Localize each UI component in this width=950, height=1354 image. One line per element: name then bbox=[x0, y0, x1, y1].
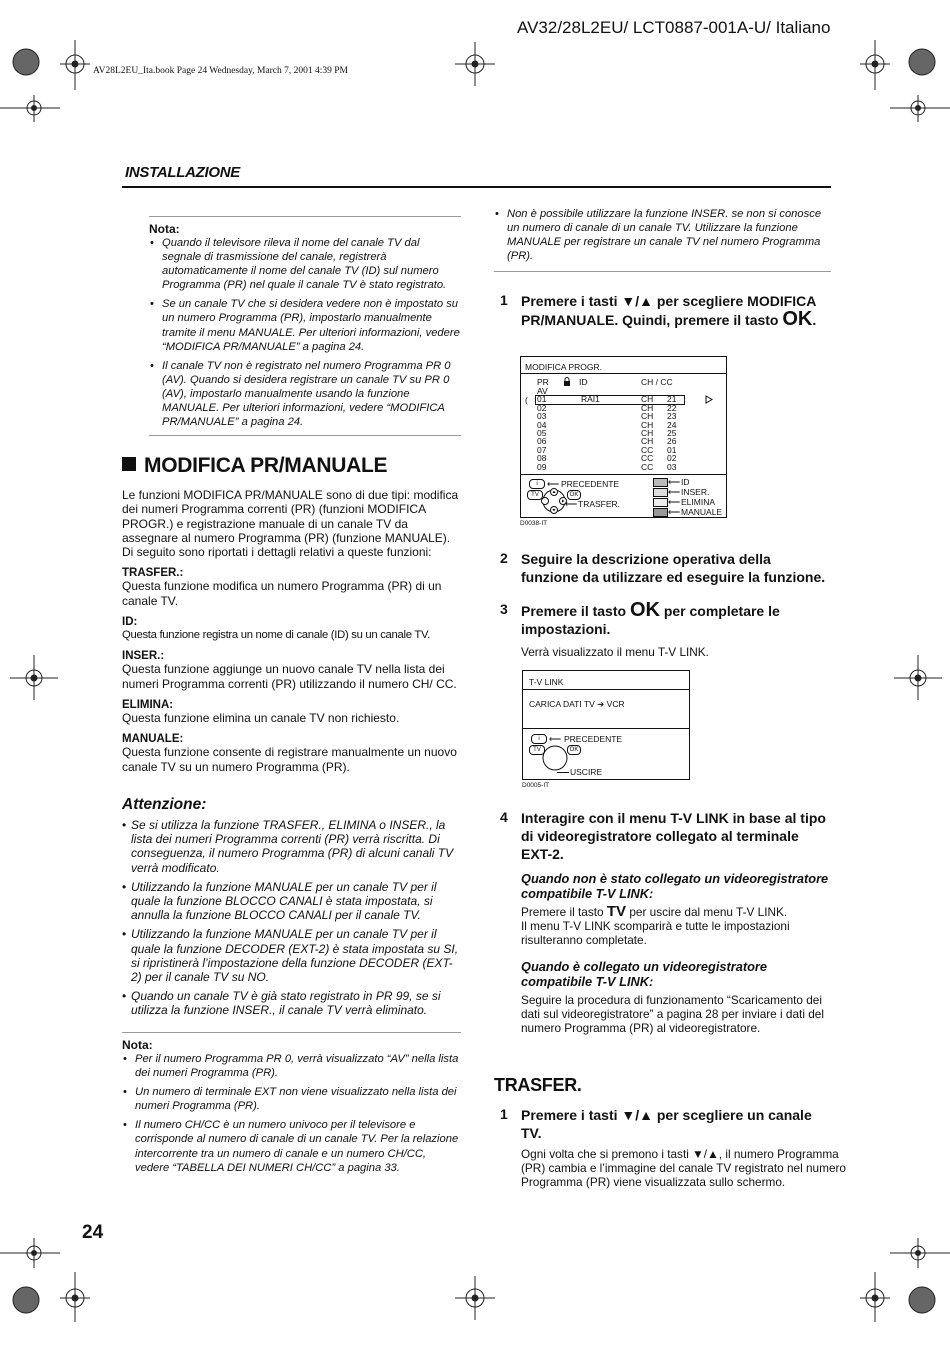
channel-cell-num: 23 bbox=[667, 411, 677, 422]
step-3 bbox=[494, 601, 831, 641]
figure-code: D0005-IT bbox=[522, 782, 550, 789]
case-title: Quando è collegato un videoregistratore compatibile T-V LINK: bbox=[521, 959, 768, 989]
screen-uscire: USCIRE bbox=[570, 767, 603, 777]
tv-screen-modifica-progr bbox=[520, 356, 727, 518]
attention-item: • Utilizzando la funzione MANUALE per un canale TV per il quale la funzione BLOCCO CANALI è stata impostata, si annulla la funzione BLOCCO CANALI per il canale TV. bbox=[122, 880, 461, 923]
channel-cell-ch: CH bbox=[641, 428, 654, 438]
step-number: 3 bbox=[500, 601, 508, 617]
term-id: ID: bbox=[122, 616, 138, 629]
right-arrow-icon bbox=[705, 395, 713, 404]
intro-block bbox=[122, 488, 461, 774]
channel-cell-pr: 06 bbox=[537, 436, 547, 447]
header-rule bbox=[122, 186, 831, 188]
step-3-sub: Verrà visualizzato il menu T-V LINK. bbox=[521, 645, 709, 659]
channel-cell-num: 21 bbox=[667, 394, 677, 405]
step-text: per completare le impostazioni. bbox=[521, 603, 780, 637]
col-header-id: ID bbox=[579, 377, 588, 387]
ok-button-icon: OK bbox=[567, 745, 581, 755]
note-item: • Per il numero Programma PR 0, verrà visualizzato “AV” nella lista dei numeri Programma (PR). bbox=[122, 1052, 461, 1080]
page-number: 24 bbox=[82, 1222, 104, 1243]
arrow-left-icon: ⟵ bbox=[565, 499, 578, 509]
left-bracket-icon: ( bbox=[525, 395, 528, 405]
channel-cell-pr: 01 bbox=[537, 394, 547, 405]
arrow-left-icon: ⟵ bbox=[547, 479, 560, 489]
screen-title: MODIFICA PROGR. bbox=[525, 362, 602, 372]
term-desc: Questa funzione registra un nome di canale (ID) su un canale TV. bbox=[122, 629, 430, 642]
col-header-pr: PR bbox=[537, 377, 549, 387]
selected-row-cursor bbox=[535, 395, 685, 405]
channel-cell-num: 25 bbox=[667, 428, 677, 438]
note-item: • Il numero CH/CC è un numero univoco per il televisore e corrisponde al numero di canale di un canale TV. Per la relazione intercorrente tra un numero di canale e un numero CH/CC, vedere “TABELLA DEI NUMERI CH/CC” a pagina 33. bbox=[122, 1118, 461, 1174]
screen-precedente: PRECEDENTE bbox=[564, 734, 623, 744]
channel-cell-num: 26 bbox=[667, 436, 677, 447]
note-item: • Quando il televisore rileva il nome del canale TV dal segnale di trasmissione del canale, registrerà automaticamente il nome del canale TV (ID) sul numero Programma (PR) nel quale il canale TV è stato registrato. bbox=[149, 236, 461, 292]
term-manuale: MANUALE: bbox=[122, 733, 184, 746]
channel-cell-ch: CH bbox=[641, 419, 654, 430]
note-title: Nota: bbox=[122, 1038, 153, 1052]
channel-cell-ch: CH bbox=[641, 411, 654, 422]
figure-code: D0038-IT bbox=[520, 520, 548, 527]
step-number: 1 bbox=[500, 1106, 508, 1122]
channel-cell-ch: CC bbox=[641, 461, 654, 472]
divider bbox=[149, 435, 461, 436]
legend-arrow: ⟵ bbox=[668, 497, 681, 507]
channel-cell-pr: AV bbox=[537, 386, 548, 396]
attention-item: • Se si utilizza la funzione TRASFER., ELIMINA o INSER., la lista dei numeri Programma correnti (PR) verrà riscritta. Di conseguenza, il numero Programma (PR) di alcuni canali TV verrà modificato. bbox=[122, 818, 461, 875]
section-heading-text: MODIFICA PR/MANUALE bbox=[144, 454, 388, 477]
channel-cell-id: RAI1 bbox=[581, 394, 600, 405]
term-inser: INSER.: bbox=[122, 650, 165, 663]
term-desc: Questa funzione consente di registrare manualmente un nuovo canale TV su un numero Programma (PR). bbox=[122, 745, 457, 774]
square-bullet-icon bbox=[122, 457, 136, 471]
channel-cell-pr: 03 bbox=[537, 411, 547, 422]
channel-cell-num: 24 bbox=[667, 419, 677, 430]
trasfer-step-1 bbox=[494, 1106, 831, 1146]
channel-cell-ch: CC bbox=[641, 444, 654, 455]
term-elimina: ELIMINA: bbox=[122, 698, 174, 711]
tv-screen-tv-link bbox=[522, 670, 690, 780]
step-text: Interagire con il menu T-V LINK in base al tipo di videoregistratore collegato al terminale EXT-2. bbox=[521, 810, 826, 862]
note-item: • Non è possibile utilizzare la funzione INSER. se non si conosce un numero di canale di un canale TV. Utilizzare la funzione MANUALE per registrare un canale TV nel numero Programma (PR). bbox=[494, 207, 831, 263]
section-label: INSTALLAZIONE bbox=[125, 164, 240, 181]
note-item: • Se un canale TV che si desidera vedere non è impostato su un numero Programma (PR), impostarlo manualmente tramite il menu MANUALE. Per ulteriori informazioni, vedere “MODIFICA PR/MANUALE” a pagina 24. bbox=[149, 297, 461, 353]
screen-precedente: PRECEDENTE bbox=[561, 479, 620, 489]
channel-cell-num: 01 bbox=[667, 444, 677, 455]
channel-cell-ch: CH bbox=[641, 394, 654, 405]
channel-cell-pr: 02 bbox=[537, 402, 547, 413]
section-heading bbox=[122, 454, 461, 478]
channel-cell-pr: 07 bbox=[537, 444, 547, 455]
step-number: 1 bbox=[500, 292, 508, 308]
step-2 bbox=[494, 550, 831, 590]
trasfer-step-1-sub: Ogni volta che si premono i tasti ▼/▲, il numero Programma (PR) cambia e l’immagine del canale TV registrato nel numero Programma (PR) viene visualizzata sullo schermo. bbox=[521, 1147, 846, 1189]
term-trasfer: TRASFER.: bbox=[122, 567, 184, 580]
channel-cell-ch: CH bbox=[641, 402, 654, 413]
legend-inser: INSER. bbox=[681, 487, 710, 497]
case-not-compatible bbox=[494, 871, 831, 947]
screen-trasfer: TRASFER. bbox=[578, 499, 621, 509]
channel-cell-num: 22 bbox=[667, 402, 677, 413]
step-text: Premere il tasto bbox=[521, 603, 627, 619]
dpad-icon bbox=[541, 487, 567, 515]
ok-key-icon: OK bbox=[782, 308, 813, 330]
step-number: 4 bbox=[500, 809, 508, 825]
screen-carica-dati: CARICA DATI TV ➔ VCR bbox=[529, 699, 625, 709]
info-button-icon: i bbox=[529, 479, 545, 489]
yellow-key-icon bbox=[653, 498, 668, 507]
divider bbox=[122, 1032, 461, 1033]
step-text: Seguire la descrizione operativa della funzione da utilizzare ed eseguire la funzione. bbox=[521, 551, 826, 585]
screen-title: T-V LINK bbox=[529, 677, 564, 687]
lock-icon bbox=[563, 377, 571, 386]
term-desc: Questa funzione aggiunge un nuovo canale TV nella lista dei numeri Programma correnti (PR) utilizzando il numero CH/ CC. bbox=[122, 662, 457, 691]
attention-block bbox=[122, 796, 461, 1023]
tv-button-icon: TV bbox=[529, 745, 545, 755]
book-info-line: AV28L2EU_Ita.book Page 24 Wednesday, March 7, 2001 4:39 PM bbox=[93, 66, 349, 76]
col-header-chcc: CH / CC bbox=[641, 377, 673, 387]
note-item: • Un numero di terminale EXT non viene visualizzato nella lista dei numeri Programma (PR). bbox=[122, 1085, 461, 1113]
legend-elimina: ELIMINA bbox=[681, 497, 716, 507]
attention-title: Attenzione: bbox=[122, 796, 207, 813]
note-item: • Il canale TV non è registrato nel numero Programma PR 0 (AV). Quando si desidera registrare un canale TV su PR 0 (AV), impostarlo manualmente usando la funzione MANUALE. Per ulteriori informazioni, vedere “MODIFICA PR/MANUALE” a pagina 24. bbox=[149, 359, 461, 429]
legend-arrow: ⟵ bbox=[668, 487, 681, 497]
arrow-left-icon: ⟵ bbox=[549, 734, 562, 744]
case-compatible bbox=[494, 959, 831, 1035]
green-key-icon bbox=[653, 488, 668, 497]
step-number: 2 bbox=[500, 550, 508, 566]
trasfer-heading: TRASFER. bbox=[494, 1075, 582, 1095]
step-text: Premere i tasti ▼/▲ per scegliere MODIFICA PR/MANUALE. Quindi, premere il tasto bbox=[521, 293, 816, 328]
term-desc: Questa funzione elimina un canale TV non richiesto. bbox=[122, 710, 400, 725]
legend-id: ID bbox=[681, 477, 690, 487]
attention-item: • Utilizzando la funzione MANUALE per un canale TV per il quale la funzione DECODER (EXT-2) è stata impostata su SI, si ripristinerà l’impostazione della funzione DECODER (EXT-2) per il canale TV su NO. bbox=[122, 927, 461, 984]
intro-text: Le funzioni MODIFICA PR/MANUALE sono di due tipi: modifica dei numeri Programma correnti (PR) (funzioni MODIFICA PROGR.) e registrazione manuale di un canale TV da assegnare al numero Programma (PR) (funzione MANUALE). Di seguito sono riportati i dettagli relativi a queste funzioni: bbox=[122, 488, 459, 560]
attention-item: • Quando un canale TV è già stato registrato in PR 99, se si utilizza la funzione INSER., il canale TV verrà eliminato. bbox=[122, 989, 461, 1017]
case-title: Quando non è stato collegato un videoregistratore compatibile T-V LINK: bbox=[521, 871, 829, 901]
case-text: per uscire dal menu T-V LINK. bbox=[629, 905, 788, 919]
channel-cell-num: 02 bbox=[667, 453, 677, 464]
divider bbox=[149, 216, 461, 217]
red-key-icon bbox=[653, 478, 668, 487]
legend-manuale: MANUALE bbox=[681, 507, 723, 517]
legend-arrow: ⟵ bbox=[668, 507, 681, 517]
step-text: Premere i tasti ▼/▲ per scegliere un canale TV. bbox=[521, 1107, 812, 1141]
term-desc: Questa funzione modifica un numero Programma (PR) di un canale TV. bbox=[122, 579, 442, 608]
channel-cell-ch: CC bbox=[641, 453, 654, 464]
step-4 bbox=[494, 809, 831, 865]
case-text: Il menu T-V LINK scomparirà e tutte le impostazioni risulteranno completate. bbox=[521, 919, 790, 947]
ok-button-icon: OK bbox=[567, 490, 581, 500]
document-header: AV32/28L2EU/ LCT0887-001A-U/ Italiano bbox=[517, 18, 831, 37]
case-text: Premere il tasto bbox=[521, 905, 604, 919]
channel-cell-pr: 09 bbox=[537, 461, 547, 472]
note-box-bottom bbox=[122, 1038, 461, 1180]
channel-cell-pr: 04 bbox=[537, 419, 547, 430]
channel-cell-pr: 05 bbox=[537, 428, 547, 438]
divider bbox=[494, 271, 831, 272]
step-text-tail: . bbox=[812, 312, 817, 328]
channel-cell-pr: 08 bbox=[537, 453, 547, 464]
ok-key-icon: OK bbox=[629, 599, 660, 621]
info-button-icon: i bbox=[531, 734, 547, 744]
dpad-icon bbox=[541, 743, 569, 773]
step-1 bbox=[494, 292, 831, 352]
right-top-note bbox=[494, 207, 831, 268]
tv-button-icon: TV bbox=[527, 490, 543, 500]
case-text: Seguire la procedura di funzionamento “Scaricamento dei dati sul videoregistratore” a pagina 28 per inviare i dati del numero Programma (PR) al videoregistratore. bbox=[521, 993, 824, 1035]
blue-key-icon bbox=[653, 508, 668, 517]
note-box-top bbox=[149, 222, 461, 434]
note-title: Nota: bbox=[149, 222, 180, 236]
channel-cell-ch: CH bbox=[641, 436, 654, 447]
legend-arrow: ⟵ bbox=[668, 477, 681, 487]
channel-cell-num: 03 bbox=[667, 461, 677, 472]
tv-key-icon: TV bbox=[606, 903, 627, 920]
